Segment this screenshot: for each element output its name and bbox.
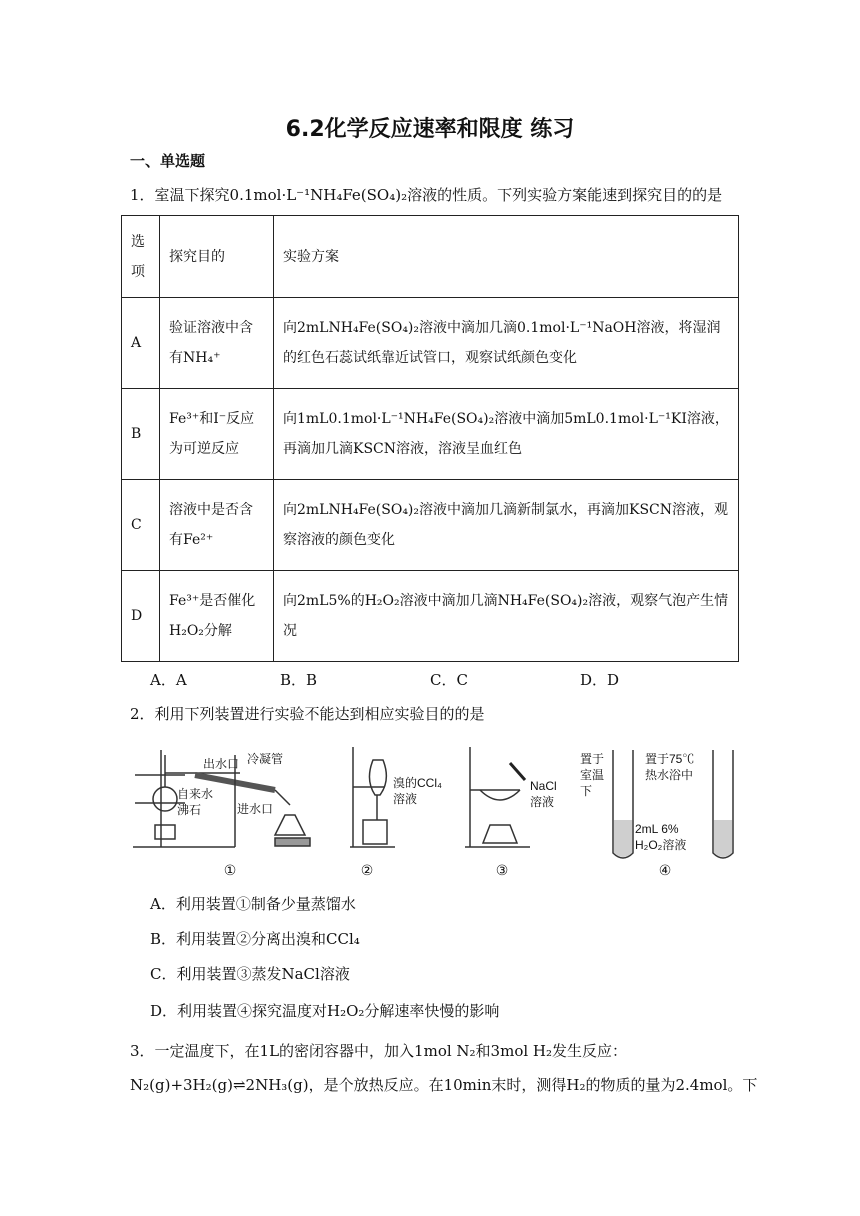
row-plan: 向2mLNH₄Fe(SO₄)₂溶液中滴加几滴新制氯水，再滴加KSCN溶液，观察溶液的颜色变化: [274, 480, 739, 571]
label-room-2: 室温: [580, 768, 605, 782]
q2-choice-b[interactable]: B．利用装置②分离出溴和CCl₄: [150, 930, 360, 948]
choice-c[interactable]: C．C: [430, 671, 468, 689]
choice-a[interactable]: A．A: [150, 671, 187, 689]
table-row: [122, 571, 739, 662]
label-condenser: 冷凝管: [247, 752, 284, 766]
figure-number-4: ④: [658, 863, 672, 879]
label-inlet: 进水口: [237, 802, 274, 816]
row-purpose: Fe³⁺和I⁻反应为可逆反应: [160, 389, 274, 480]
label-boil: 沸石: [177, 803, 202, 817]
choice-d[interactable]: D．D: [580, 671, 620, 689]
question-3-line-1: 3．一定温度下，在1L的密闭容器中，加入1mol N₂和3mol H₂发生反应：: [130, 1042, 628, 1060]
question-3-line-2: N₂(g)+3H₂(g)⇌2NH₃(g)，是个放热反应。在10min末时，测得H₂的物质的量为2.4mol。下: [130, 1076, 758, 1094]
row-option: B: [122, 389, 160, 480]
question-1-stem: [130, 184, 722, 206]
table-row: [122, 480, 739, 571]
question-2-stem: 2．利用下列装置进行实验不能达到相应实验目的的是: [130, 705, 485, 723]
q1-formula: 0.1mol·L⁻¹NH₄Fe(SO₄)₂: [229, 186, 408, 204]
options-table: [121, 215, 739, 662]
row-purpose: 溶液中是否含有Fe²⁺: [160, 480, 274, 571]
evaporation-apparatus: [465, 747, 530, 847]
label-bromine: 溴的CCl₄: [393, 776, 442, 790]
row-plan: 向1mL0.1mol·L⁻¹NH₄Fe(SO₄)₂溶液中滴加5mL0.1mol·L⁻¹KI溶液，再滴加几滴KSCN溶液，溶液呈血红色: [274, 389, 739, 480]
row-plan: 向2mLNH₄Fe(SO₄)₂溶液中滴加几滴0.1mol·L⁻¹NaOH溶液，将湿润的红色石蕊试纸靠近试管口，观察试纸颜色变化: [274, 298, 739, 389]
q2-choice-a[interactable]: A．利用装置①制备少量蒸馏水: [150, 895, 356, 913]
header-plan: 实验方案: [274, 216, 739, 298]
q1-prefix: 1．室温下探究: [130, 186, 230, 204]
figure-number-3: ③: [495, 863, 509, 879]
choice-b[interactable]: B．B: [280, 671, 318, 689]
header-option: 选项: [122, 216, 160, 298]
q2-choice-c[interactable]: C．利用装置③蒸发NaCl溶液: [150, 965, 350, 983]
label-nacl-solution: 溶液: [530, 795, 555, 809]
label-solution: 溶液: [393, 792, 418, 806]
table-row: [122, 389, 739, 480]
row-option: A: [122, 298, 160, 389]
apparatus-figure: [125, 735, 745, 885]
label-room-1: 置于: [580, 752, 605, 766]
row-option: C: [122, 480, 160, 571]
label-room-3: 下: [580, 784, 593, 798]
label-outlet: 出水口: [203, 757, 240, 771]
section-heading: 一、单选题: [130, 152, 206, 170]
label-h2o2-2: H₂O₂溶液: [635, 838, 687, 852]
q1-suffix: 溶液的性质。下列实验方案能速到探究目的的是: [407, 186, 723, 204]
page-title: 6.2化学反应速率和限度 练习: [285, 117, 575, 142]
label-h2o2-1: 2mL 6%: [635, 822, 679, 836]
figure-number-1: ①: [223, 863, 237, 879]
figure-number-2: ②: [360, 863, 374, 879]
header-purpose: 探究目的: [160, 216, 274, 298]
label-hot-2: 热水浴中: [645, 768, 694, 782]
label-nacl: NaCl: [530, 779, 557, 793]
label-hot-1: 置于75℃: [645, 752, 695, 766]
row-purpose: Fe³⁺是否催化H₂O₂分解: [160, 571, 274, 662]
row-option: D: [122, 571, 160, 662]
row-plan: 向2mL5%的H₂O₂溶液中滴加几滴NH₄Fe(SO₄)₂溶液，观察气泡产生情况: [274, 571, 739, 662]
q2-choice-d[interactable]: D．利用装置④探究温度对H₂O₂分解速率快慢的影响: [150, 1002, 500, 1020]
separating-funnel: [350, 747, 395, 847]
label-tap: 自来水: [177, 787, 214, 801]
table-row: [122, 298, 739, 389]
table-header-row: [122, 216, 739, 298]
row-purpose: 验证溶液中含有NH₄⁺: [160, 298, 274, 389]
